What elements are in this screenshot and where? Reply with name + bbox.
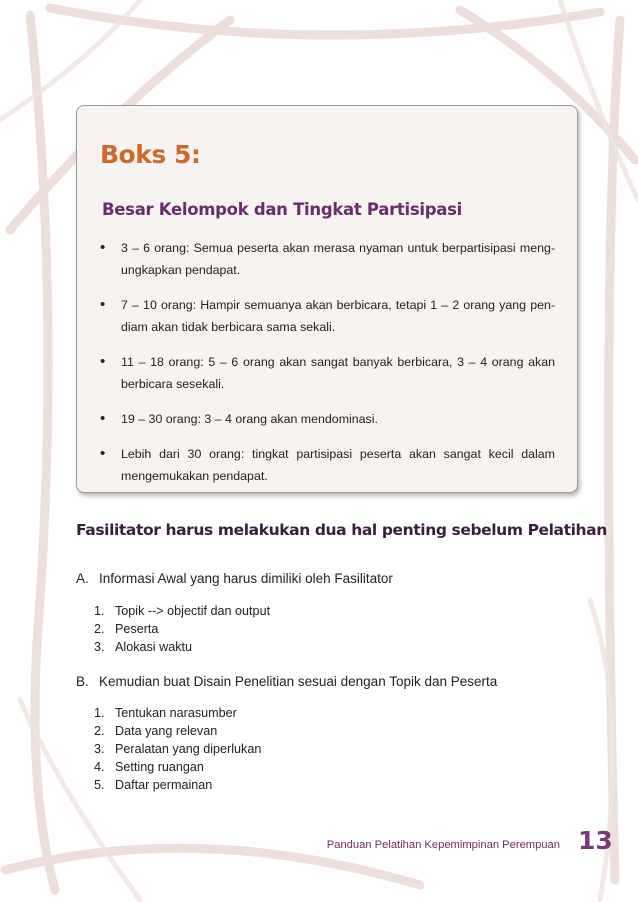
list-item bbox=[94, 776, 261, 794]
list-number: 3. bbox=[94, 742, 105, 756]
bullet-icon: • bbox=[100, 239, 106, 256]
bullet-text: 11 – 18 orang: 5 – 6 orang akan sangat banyak berbicara, 3 – 4 orang akan berbicara sesekali. bbox=[121, 355, 555, 391]
box-subtitle: Besar Kelompok dan Tingkat Partisipasi bbox=[102, 200, 462, 219]
list-number: 2. bbox=[94, 622, 105, 636]
bullet-item bbox=[100, 351, 555, 395]
list-item bbox=[94, 740, 261, 758]
list-text: Topik --> objectif dan output bbox=[115, 604, 271, 618]
bullet-icon: • bbox=[100, 296, 106, 313]
section-title-text: Informasi Awal yang harus dimiliki oleh Fasilitator bbox=[99, 571, 393, 586]
list-text: Setting ruangan bbox=[115, 760, 204, 774]
list-item bbox=[94, 638, 270, 656]
bullet-item bbox=[100, 294, 555, 338]
page-number: 13 bbox=[578, 826, 613, 855]
section-a-title bbox=[76, 571, 393, 586]
list-number: 1. bbox=[94, 604, 105, 618]
list-item bbox=[94, 758, 261, 776]
bullet-text: Lebih dari 30 orang: tingkat partisipasi peserta akan sangat kecil dalam mengemukakan pendapat. bbox=[121, 447, 555, 483]
list-text: Daftar permainan bbox=[115, 778, 213, 792]
section-heading: Fasilitator harus melakukan dua hal penting sebelum Pelatihan bbox=[76, 521, 607, 539]
list-text: Peralatan yang diperlukan bbox=[115, 742, 262, 756]
list-item bbox=[94, 704, 261, 722]
section-a-list bbox=[94, 602, 270, 656]
list-number: 3. bbox=[94, 640, 105, 654]
list-number: 5. bbox=[94, 778, 105, 792]
list-number: 1. bbox=[94, 706, 105, 720]
list-number: 2. bbox=[94, 724, 105, 738]
list-item bbox=[94, 602, 270, 620]
list-item bbox=[94, 620, 270, 638]
list-number: 4. bbox=[94, 760, 105, 774]
section-b-title bbox=[76, 674, 497, 689]
section-title-text: Kemudian buat Disain Penelitian sesuai dengan Topik dan Peserta bbox=[99, 674, 498, 689]
bullet-icon: • bbox=[100, 410, 106, 427]
bullet-item bbox=[100, 408, 555, 430]
list-text: Alokasi waktu bbox=[115, 640, 192, 654]
list-item bbox=[94, 722, 261, 740]
bullet-item bbox=[100, 443, 555, 487]
bullet-list bbox=[100, 237, 555, 500]
footer-title: Panduan Pelatihan Kepemimpinan Perempuan bbox=[326, 839, 560, 851]
section-letter: B. bbox=[76, 674, 89, 689]
list-text: Data yang relevan bbox=[115, 724, 218, 738]
list-text: Tentukan narasumber bbox=[115, 706, 237, 720]
section-letter: A. bbox=[76, 571, 89, 586]
bullet-text: 3 – 6 orang: Semua peserta akan merasa nyaman untuk berpartisipasi meng-ungkapkan pendapat. bbox=[121, 241, 555, 277]
list-text: Peserta bbox=[115, 622, 159, 636]
bullet-text: 7 – 10 orang: Hampir semuanya akan berbicara, tetapi 1 – 2 orang yang pen-diam akan tidak berbicara sama sekali. bbox=[121, 298, 555, 334]
bullet-text: 19 – 30 orang: 3 – 4 orang akan mendominasi. bbox=[121, 412, 378, 426]
bullet-icon: • bbox=[100, 445, 106, 462]
box-title: Boks 5: bbox=[100, 140, 201, 169]
section-b-list bbox=[94, 704, 261, 794]
bullet-icon: • bbox=[100, 353, 106, 370]
bullet-item bbox=[100, 237, 555, 281]
